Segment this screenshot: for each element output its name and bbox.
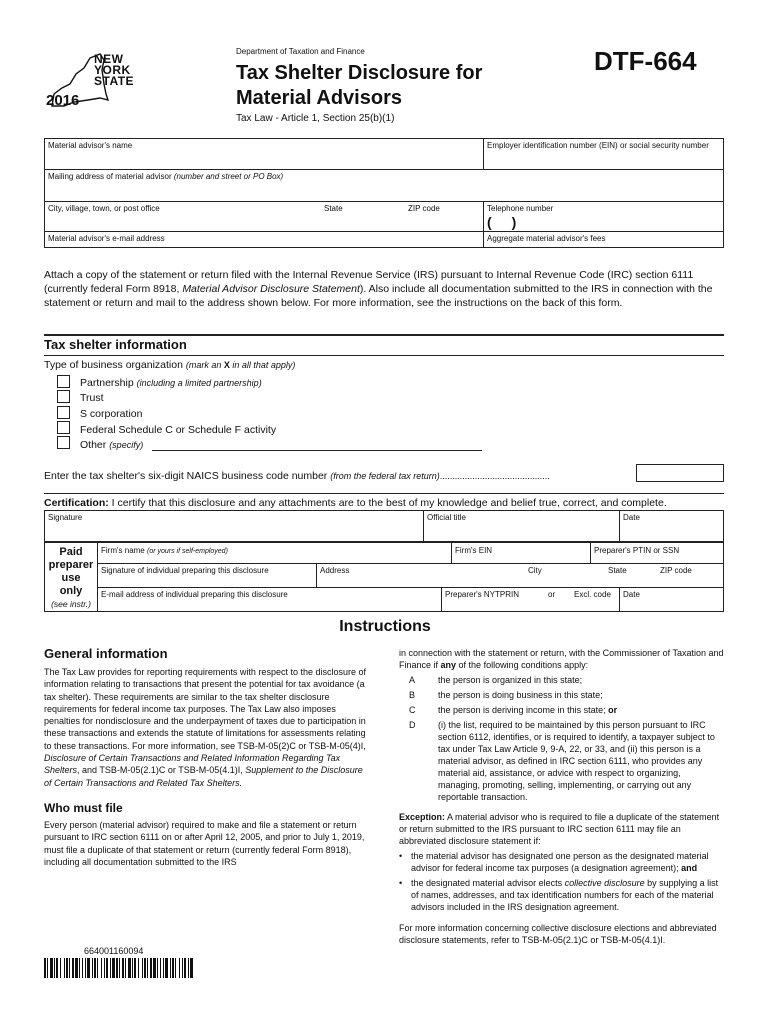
ein-label: Employer identification number (EIN) or social security number (487, 141, 709, 150)
signature-label: Signature (48, 513, 83, 522)
tax-shelter-heading: Tax shelter information (44, 337, 187, 352)
zip-field[interactable] (405, 202, 483, 231)
advisor-name-field[interactable] (45, 139, 483, 169)
bullet-text-a: the designated material advisor elects (411, 878, 565, 888)
condition-text: (i) the list, required to be maintained by this person pursuant to IRC section 6112, identifies, or is required to identify, a taxpayer subject to tax under Tax Law Article 9, 9-A, 22, or 33, and (ii) this person is a material advisor, as defined in IRC section 6111, who provides any material aid, assistance, or advice with respect to organizing, managing, promoting, selling, implementing, or carrying out any reportable transaction. (438, 720, 715, 802)
exception-text: A material advisor who is required to file a duplicate of the statement or return submitted to the IRS pursuant to IRC section 6111 may file an abbreviated disclosure statement if: (399, 812, 720, 846)
checkbox-other[interactable] (57, 436, 70, 449)
barcode-bar (85, 958, 86, 978)
naics-input[interactable] (636, 464, 724, 482)
city-field[interactable] (45, 202, 325, 231)
firm-name-field[interactable] (98, 544, 450, 563)
section-divider (44, 334, 724, 336)
org-type-label (44, 359, 295, 371)
side-only: only (59, 585, 83, 597)
barcode-bar (119, 958, 120, 978)
checkbox-schedule-c-f[interactable] (57, 421, 70, 434)
barcode-bar (144, 958, 146, 978)
barcode-bar (92, 958, 93, 978)
general-info-heading: General information (44, 646, 168, 661)
barcode-number: 664001160094 (84, 946, 144, 956)
intro-text-b: of the following conditions apply: (456, 660, 589, 670)
barcode-bar (56, 958, 58, 978)
preparer-signature-field[interactable] (98, 564, 316, 587)
barcode-bar (125, 958, 126, 978)
barcode-bar (160, 958, 161, 978)
firm-name-note: (or yours if self-employed) (146, 548, 228, 555)
law-reference: Tax Law - Article 1, Section 25(b)(1) (236, 113, 395, 124)
ptin-label: Preparer's PTIN or SSN (594, 546, 680, 555)
intro-any: any (440, 660, 457, 670)
general-text-it1: Disclosure of Certain Transactions and Related Information Regarding Tax Shelters (44, 753, 341, 776)
exception-label: Exception: (399, 812, 446, 822)
exception-bullet: • the material advisor has designated one person as the designated material advisor for federal income tax purposes (a designation agreement); and (399, 851, 709, 873)
barcode-bar (112, 958, 115, 978)
barcode-bar (94, 958, 96, 978)
bullet-and: and (681, 863, 698, 873)
condition-item (399, 674, 724, 686)
preparer-zip-label: ZIP code (660, 566, 692, 575)
who-must-file-heading: Who must file (44, 800, 123, 815)
barcode-bar (69, 958, 70, 978)
barcode-bar (54, 958, 55, 978)
barcode-bar (87, 958, 90, 978)
barcode-bar (116, 958, 118, 978)
certification-table (44, 510, 724, 542)
cert-date-field[interactable] (620, 511, 724, 541)
barcode-bar (79, 958, 80, 978)
official-title-label: Official title (427, 513, 466, 522)
telephone-label: Telephone number (487, 204, 554, 213)
more-info-paragraph: For more information concerning collective disclosure elections and abbreviated disclosure statements, refer to TSB-M-05(2.1)C or TSB-M-05(4.1)I. (399, 923, 717, 945)
preparer-address-field[interactable] (317, 564, 517, 587)
barcode-bar (134, 958, 136, 978)
barcode-bar (190, 958, 193, 978)
barcode-bar (60, 958, 61, 978)
naics-label (44, 469, 550, 483)
intro-text-a: in connection with the statement or return, with the Commissioner of Taxation and Finance if (399, 648, 724, 670)
barcode-bar (170, 958, 171, 978)
cert-divider (44, 493, 724, 494)
barcode-bar (101, 958, 102, 978)
option-partnership (80, 376, 262, 390)
side-use: use (61, 572, 81, 584)
preparer-table (44, 542, 724, 612)
option-label: Other (80, 439, 110, 451)
barcode-bar (72, 958, 74, 978)
condition-letter: C (409, 705, 416, 715)
preparer-email-field[interactable] (98, 588, 441, 611)
condition-text: the person is organized in this state; (438, 675, 583, 685)
attach-text-2: ). Also include all documentation submitted to the IRS in connection with the statement or return and mail to the address shown below. For more information, see the instructions on the back of this form. (44, 283, 713, 309)
form-title-line2: Material Advisors (236, 87, 402, 109)
preparer-city-field[interactable] (525, 564, 605, 587)
instructions-right-column (399, 647, 724, 946)
option-s-corporation: S corporation (80, 408, 143, 420)
bullet-text: the material advisor has designated one person as the designated material advisor for federal income tax purposes (a designation agreement); (411, 851, 709, 873)
preparer-side-label (45, 543, 97, 611)
naics-text: Enter the tax shelter's six-digit NAICS business code number (44, 470, 331, 482)
preparer-address-label: Address (320, 566, 350, 575)
logo-line-3: STATE (94, 74, 135, 88)
checkbox-partnership[interactable] (57, 375, 70, 388)
heading-underline (44, 355, 724, 356)
barcode-bar (188, 958, 189, 978)
excl-code-field[interactable] (571, 588, 619, 611)
aggregate-fees-field[interactable] (484, 232, 724, 248)
preparer-date-label: Date (623, 590, 640, 599)
barcode-bar (138, 958, 139, 978)
firm-name-label: Firm's name (101, 546, 147, 555)
nytprin-field[interactable] (442, 588, 542, 611)
barcode-bar (132, 958, 133, 978)
barcode-bar (179, 958, 180, 978)
city-label: City, village, town, or post office (48, 204, 160, 213)
exception-paragraph (399, 811, 724, 847)
barcode-bar (175, 958, 176, 978)
general-info-text (44, 666, 366, 789)
form-title-line1: Tax Shelter Disclosure for (236, 62, 483, 84)
barcode-bar (122, 958, 124, 978)
phone-paren-open: ( (487, 214, 492, 230)
bullet-italic: collective disclosure (564, 878, 645, 888)
barcode-bar (104, 958, 105, 978)
advisor-email-label: Material advisor's e-mail address (48, 234, 165, 243)
barcode-bar (128, 958, 131, 978)
general-text-it2: Supplement to the Disclosure of Certain Transactions and Related Tax Shelters. (44, 765, 363, 788)
barcode-bar (44, 958, 46, 978)
option-trust: Trust (80, 392, 104, 404)
barcode-bar (153, 958, 156, 978)
option-schedule-c-f: Federal Schedule C or Schedule F activity (80, 424, 277, 436)
mailing-address-note: (number and street or PO Box) (173, 172, 284, 181)
barcode (44, 958, 194, 978)
who-must-file-text: Every person (material advisor) required to make and file a statement or return pursuant to IRC section 6111 on or after April 12, 2005, and prior to July 1, 2019, must file a duplicate of that statement or return (currently federal Form 8918), including all documentation submitted to the IRS (44, 819, 365, 867)
preparer-date-field[interactable] (620, 588, 724, 611)
nys-logo (44, 50, 154, 112)
preparer-email-label: E-mail address of individual preparing this disclosure (101, 590, 288, 599)
condition-item (399, 689, 724, 701)
ein-field[interactable] (484, 139, 724, 169)
exception-bullet: • the designated material advisor elects collective disclosure by supplying a list of names, addresses, and tax identification numbers for each of the material advisors included in the IRS designation agreement. (399, 878, 719, 912)
certification-label: Certification: (44, 497, 109, 509)
side-preparer: preparer (48, 559, 94, 571)
general-text-b: , and TSB-M-05(2.1)C or TSB-M-05(4.1)I, (77, 765, 246, 776)
barcode-bar (163, 958, 164, 978)
general-text-a: The Tax Law provides for reporting requirements with respect to the disclosure of information relating to transactions that present the potential for tax avoidance (a tax shelter). These requirements are similar to the tax shelter disclosure requirements for federal income tax purposes. The Tax Law also imposes penalties for nondisclosure and the underpayment of taxes due to participation in these transactions and extends the statute of limitations for assessments relating to these transactions. For more information, see TSB-M-05(2)C or TSB-M-05(4)I, (44, 667, 366, 751)
attach-text-1: Attach a copy of the statement or return filed with the Internal Revenue Service (IRS) pursuant to Internal Revenue Code (IRC) section 6111 (currently federal Form 8918, (44, 269, 694, 295)
attach-instructions (44, 268, 724, 310)
barcode-bar (66, 958, 68, 978)
option-other (80, 438, 143, 452)
firm-ein-label: Firm's EIN (455, 546, 493, 555)
option-label: Partnership (80, 377, 137, 389)
see-instructions: (see instr.) (51, 599, 91, 609)
cert-date-label: Date (623, 513, 640, 522)
barcode-bar (142, 958, 143, 978)
condition-item (399, 704, 724, 716)
department-name: Department of Taxation and Finance (236, 47, 365, 56)
barcode-bar (150, 958, 152, 978)
mailing-address-field[interactable] (45, 170, 723, 200)
condition-or: or (608, 705, 618, 715)
conditions-intro (399, 647, 724, 671)
certification-statement (44, 497, 667, 509)
preparer-signature-label: Signature of individual preparing this disclosure (101, 566, 269, 575)
barcode-graphic (44, 958, 194, 978)
state-field[interactable] (321, 202, 401, 231)
logo-year: 2016 (46, 92, 80, 109)
barcode-bar (147, 958, 148, 978)
barcode-bar (106, 958, 108, 978)
barcode-bar (47, 958, 48, 978)
state-label: State (324, 204, 343, 213)
condition-text: the person is deriving income in this state; (438, 705, 609, 715)
checkbox-s-corporation[interactable] (57, 406, 70, 419)
org-type-note-x: X (223, 360, 230, 370)
preparer-zip-field[interactable] (657, 564, 723, 587)
ptin-field[interactable] (591, 544, 724, 563)
barcode-bar (172, 958, 174, 978)
signature-field[interactable] (45, 511, 423, 541)
barcode-bar (97, 958, 98, 978)
aggregate-fees-label: Aggregate material advisor's fees (487, 234, 606, 243)
preparer-state-field[interactable] (605, 564, 655, 587)
preparer-state-label: State (608, 566, 627, 575)
official-title-field[interactable] (424, 511, 619, 541)
instructions-heading: Instructions (339, 618, 431, 635)
preparer-city-label: City (528, 566, 542, 575)
side-paid: Paid (59, 546, 83, 558)
condition-letter: D (409, 720, 416, 730)
option-note: (including a limited partnership) (136, 378, 262, 388)
nytprin-label: Preparer's NYTPRIN (445, 590, 519, 599)
org-type-note-a: (mark an (185, 360, 224, 370)
barcode-bar (184, 958, 186, 978)
org-type-note-b: in all that apply) (229, 360, 296, 370)
attach-form-name: Material Advisor Disclosure Statement (182, 283, 360, 295)
other-specify-line (152, 450, 482, 451)
option-note: (specify) (109, 440, 144, 450)
telephone-field[interactable] (484, 202, 724, 231)
bullet-text-b: by supplying a list of names, addresses, and tax identification numbers for each of the material advisors included in the IRS designation agreement. (411, 878, 719, 912)
barcode-bar (157, 958, 158, 978)
or-label: or (548, 590, 556, 599)
barcode-bar (165, 958, 168, 978)
logo-line-1: NEW (94, 52, 124, 66)
instructions-left-column (44, 646, 366, 868)
advisor-name-label: Material advisor's name (48, 141, 133, 150)
firm-ein-field[interactable] (452, 544, 590, 563)
barcode-bar (110, 958, 111, 978)
barcode-bar (182, 958, 183, 978)
certification-text: I certify that this disclosure and any attachments are to the best of my knowledge and belief true, correct, and complete. (108, 497, 667, 509)
advisor-email-field[interactable] (45, 232, 483, 248)
condition-letter: A (409, 675, 416, 685)
barcode-bar (64, 958, 65, 978)
excl-code-label: Excl. code (574, 590, 611, 599)
zip-label: ZIP code (408, 204, 440, 213)
barcode-bar (50, 958, 53, 978)
form-number: DTF-664 (594, 46, 697, 76)
mailing-address-label: Mailing address of material advisor (48, 172, 174, 181)
naics-dots: ............................................ (439, 471, 550, 481)
naics-note: (from the federal tax return) (330, 471, 440, 481)
condition-letter: B (409, 690, 416, 700)
advisor-info-table (44, 138, 724, 248)
logo-line-2: YORK (94, 63, 131, 77)
condition-item (399, 719, 724, 803)
checkbox-trust[interactable] (57, 390, 70, 403)
phone-paren-close: ) (511, 214, 517, 230)
barcode-bar (82, 958, 83, 978)
condition-text: the person is doing business in this state; (438, 690, 603, 700)
org-type-text: Type of business organization (44, 359, 186, 371)
barcode-bar (75, 958, 78, 978)
